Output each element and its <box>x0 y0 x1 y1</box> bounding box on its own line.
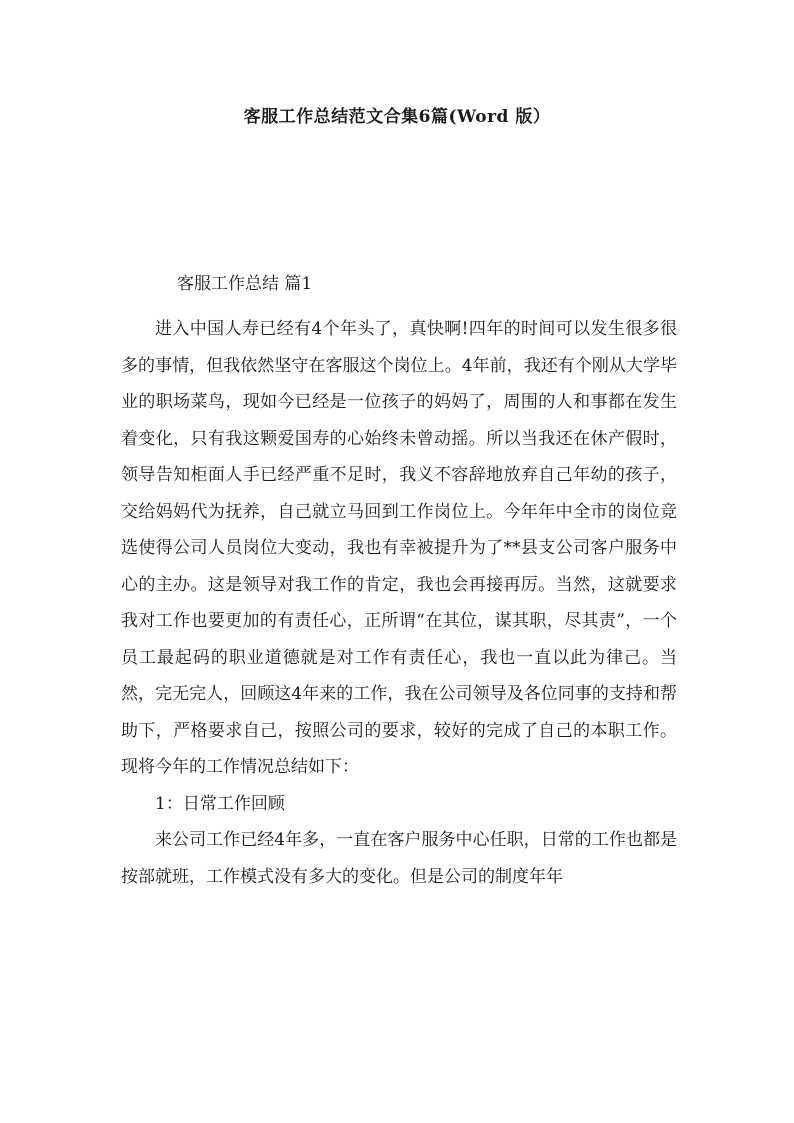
paragraph-2: 来公司工作已经4年多，一直在客户服务中心任职，日常的工作也都是按部就班，工作模式没有多大的变化。但是公司的制度年年 <box>121 830 677 887</box>
paragraph-1: 进入中国人寿已经有4个年头了，真快啊!四年的时间可以发生很多很多的事情，但我依然坚守在客服这个岗位上。4年前，我还有个刚从大学毕业的职场菜鸟，现如今已经是一位孩子的妈妈了，周围的人和事都在发生着变化，只有我这颗爱国寿的心始终未曾动摇。所以当我还在休产假时，领导告知柜面人手已经严重不足时，我义不容辞地放弃自己年幼的孩子，交给妈妈代为抚养，自己就立马回到工作岗位上。今年年中全市的岗位竞选使得公司人员岗位大变动，我也有幸被提升为了**县支公司客户服务中心的主办。这是领导对我工作的肯定，我也会再接再厉。当然，这就要求我对工作也要更加的有责任心，正所谓“在其位，谋其职，尽其责”，一个员工最起码的职业道德就是对工作有责任心，我也一直以此为律己。当然，完无完人，回顾这4年来的工作，我在公司领导及各位同事的支持和帮助下，严格要求自己，按照公司的要求，较好的完成了自己的本职工作。现将今年的工作情况总结如下： <box>121 319 677 777</box>
document-title: 客服工作总结范文合集6篇(Word 版） <box>243 107 551 127</box>
subheading-daily-work-review: 1：日常工作回顾 <box>155 793 285 814</box>
section-heading: 客服工作总结 篇1 <box>177 274 313 294</box>
body-text <box>121 311 677 895</box>
